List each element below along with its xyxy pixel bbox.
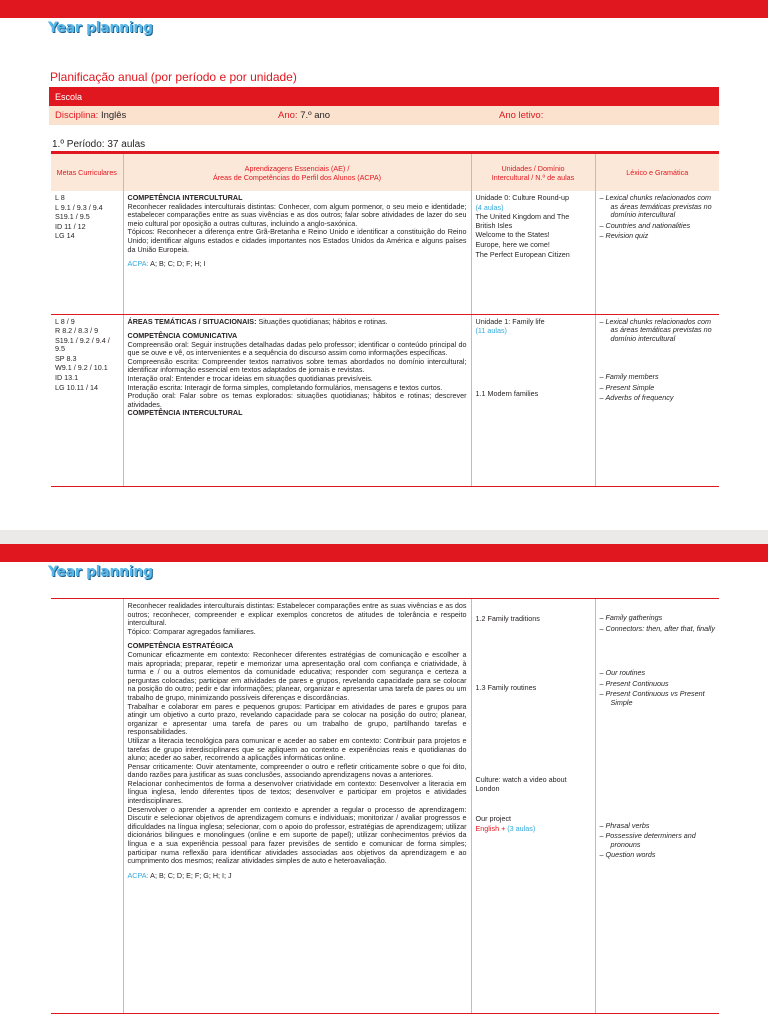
aprendizagens-cell	[123, 314, 471, 486]
unidades-cell	[471, 191, 595, 314]
top-band	[0, 0, 768, 18]
lexico-cell	[595, 191, 719, 314]
meta-item: LG 14	[55, 231, 75, 241]
header-metas: Metas Curriculares	[51, 154, 123, 191]
metas-cell	[51, 599, 123, 1013]
aprend-paragraph: Reconhecer realidades interculturais distintas: Estabelecer comparações entre as suas vivências e as dos outros; reconhecer, compreender e explicar exemplos concretos de atitudes de tolerância e respeito intercultural.	[127, 601, 467, 628]
unit-item: 1.3 Family routines	[475, 682, 537, 692]
aprend-paragraph: Reconhecer realidades interculturais distintas: Conhecer, com algum pormenor, o seu meio e identidade; estabelecer comparações entre as suas vivências e as dos outros; falar sobre atividades de lazer do seu meio cultural por oposição a outras culturas, incluindo a anglo-saxónica.	[127, 201, 467, 228]
escola-bar	[49, 87, 719, 106]
meta-item: ID 11 / 12	[55, 221, 86, 231]
aprend-paragraph: Comunicar eficazmente em contexto: Reconhecer diferentes estratégias de comunicação e escolher a mais apropriada; preparar, repetir e memorizar uma apresentação oral com confiança e criatividade, à turma e / ou a outros elementos da comunidade educativa; responder com segurança e certeza a perguntas colocadas; participar em atividades de pares e grupos, revelando capacidade para se colocar na posição do outro; pedir e dar informações; planear, organizar e apresentar uma tarefa de pares ou um trabalho de grupo, minimizando possíveis diferenças e discordâncias.	[127, 649, 467, 702]
aprend-paragraph: Interação oral: Entender e trocar ideias em situações quotidianas previsíveis.	[127, 374, 373, 384]
meta-item: L 9.1 / 9.3 / 9.4	[55, 202, 103, 212]
table-row	[51, 191, 719, 314]
lexico-item: – Possessive determiners and pronouns	[600, 832, 716, 849]
unidades-cell	[471, 314, 595, 486]
acpa-line	[128, 260, 467, 269]
aprend-paragraph: Compreensão escrita: Compreender textos narrativos sobre temas abordados no domínio intercultural; identificar informação essencial em textos adaptados de jornais e revistas.	[127, 356, 467, 375]
english-plus-line	[476, 825, 591, 834]
table-row	[51, 314, 719, 486]
acpa-label: ACPA:	[127, 870, 149, 880]
areas-label: ÁREAS TEMÁTICAS / SITUACIONAIS:	[127, 316, 257, 326]
acpa-label: ACPA:	[127, 259, 149, 269]
aprendizagens-cell	[123, 599, 471, 1013]
ano-label: Ano:	[278, 110, 298, 121]
aprend-paragraph: Desenvolver o aprender a aprender em contexto e aprender a regular o processo de aprendizagem: Discutir e selecionar objetivos de aprendizagem comuns e individuais; monitorizar / avaliar progressos e dificuldades na língua inglesa; selecionar, com o apoio do professor, estratégias de aprendizagem; utilizar dicionários bilingues e monolingues (online e em suporte de papel); utilizar conhecimentos prévios da língua e a sua experiência pessoal para fazer previsões de sentido e comunicar de forma simples; participar numa reflexão para identificar atividades associadas aos objetivos da aprendizagem e ao cumprimento dos mesmos; realizar atividades simples de auto e heteroavaliação.	[127, 804, 467, 866]
disciplina-label: Disciplina:	[55, 110, 99, 121]
competencia-title: COMPETÊNCIA COMUNICATIVA	[127, 331, 238, 341]
aprend-paragraph: Produção oral: Falar sobre os temas explorados: situações quotidianas; hábitos e rotinas; descrever atividades.	[127, 391, 467, 409]
document-title: Planificação anual (por período e por unidade)	[50, 70, 297, 84]
lexico-item: – Present Continuous	[600, 680, 716, 689]
lexico-item: – Adverbs of frequency	[600, 394, 716, 403]
meta-item: SP 8.3	[55, 353, 77, 363]
ano-field	[278, 110, 330, 121]
lexico-item: – Our routines	[600, 669, 716, 678]
lexico-item: – Lexical chunks relacionados com as áreas temáticas previstas no domínio intercultural	[600, 194, 716, 220]
unit-item: Culture: watch a video about London	[475, 775, 567, 793]
aprend-paragraph: Interação escrita: Interagir de forma simples, completando formulários, mensagens e textos curtos.	[127, 382, 443, 392]
unit-item: The Perfect European Citizen	[475, 249, 570, 259]
lexico-item: – Family members	[600, 373, 716, 382]
lexico-cell	[595, 599, 719, 1013]
aprend-paragraph: Relacionar conhecimentos de forma a desenvolver criatividade em contexto: Desenvolver a literacia em língua inglesa, lendo diferentes tipos de textos; desenvolver e participar em projetos e atividades interdisciplinares.	[127, 778, 467, 806]
disciplina-field	[55, 110, 126, 121]
planning-table-2	[51, 598, 719, 1014]
meta-item: S19.1 / 9.5	[55, 212, 90, 222]
year-planning-tag: Year planning	[48, 20, 153, 36]
meta-item: S19.1 / 9.2 / 9.4 / 9.5	[55, 335, 110, 354]
meta-item: L 8	[55, 193, 65, 202]
header-aprend-line2: Áreas de Competências do Perfil dos Alunos (ACPA)	[212, 172, 382, 182]
unidades-cell	[471, 599, 595, 1013]
areas-text: Situações quotidianas; hábitos e rotinas.	[258, 316, 388, 326]
page-2	[0, 544, 768, 1024]
header-lexico: Léxico e Gramática	[595, 154, 719, 191]
unit-item: 1.1 Modern families	[475, 388, 539, 398]
aprendizagens-cell	[123, 191, 471, 314]
aprend-paragraph: Pensar criticamente: Ouvir atentamente, compreender o outro e refletir criticamente sobre o que foi dito, dando razões para justificar as suas conclusões, associando aprendizagens novas a anteriores.	[127, 761, 467, 780]
english-plus-label: English +	[475, 823, 506, 833]
meta-item: L 8 / 9	[55, 316, 75, 326]
lexico-item: – Present Simple	[600, 384, 716, 393]
competencia-title: COMPETÊNCIA INTERCULTURAL	[127, 193, 243, 202]
unit-item: The United Kingdom and The British Isles	[475, 212, 570, 230]
header-unid-line2: Intercultural / N.º de aulas	[491, 172, 575, 182]
planning-table-1	[51, 151, 719, 487]
top-band	[0, 544, 768, 562]
meta-item: LG 10.11 / 14	[55, 382, 99, 392]
lexico-item: – Countries and nationalities	[600, 222, 716, 231]
unit-item: Europe, here we come!	[475, 239, 550, 249]
unit-aulas: (3 aulas)	[507, 823, 536, 833]
lexico-item: – Present Continuous vs Present Simple	[600, 690, 716, 707]
aprend-paragraph: Trabalhar e colaborar em pares e pequenos grupos: Participar em atividades de pares e grupos para atingir um objetivo a curto prazo, revelando capacidade para se colocar na posição do outro; planear, organizar e apresentar uma tarefa de pares ou um trabalho de grupo, partilhando tarefas e responsabilidades.	[127, 701, 467, 737]
lexico-cell	[595, 314, 719, 486]
unit-aulas: (4 aulas)	[475, 202, 504, 212]
lexico-item: – Connectors: then, after that, finally	[600, 625, 716, 634]
lexico-item: – Revision quiz	[600, 232, 716, 241]
periodo-heading: 1.º Período: 37 aulas	[52, 139, 146, 150]
lexico-item: – Family gatherings	[600, 614, 716, 623]
header-aprend-line1: Aprendizagens Essenciais (AE) /	[244, 163, 350, 173]
escola-label: Escola	[55, 92, 83, 102]
meta-item: ID 13.1	[55, 373, 79, 383]
page-gap	[0, 530, 768, 544]
unit-aulas: (11 aulas)	[475, 326, 507, 336]
disciplina-value: Inglês	[100, 110, 127, 121]
meta-item: W9.1 / 9.2 / 10.1	[55, 363, 108, 373]
acpa-line	[128, 872, 467, 881]
ano-letivo-label: Ano letivo:	[499, 110, 544, 121]
aprend-paragraph: Tópicos: Reconhecer a diferença entre Grã-Bretanha e Reino Unido e identificar a constituição do Reino Unido; identificar alguns estados e cidades importantes nos Estados Unidos da América e alguns países da União Europeia.	[127, 227, 467, 254]
year-planning-tag: Year planning	[48, 564, 153, 580]
unit-title: Unidade 0: Culture Round-up	[475, 193, 569, 202]
aprend-paragraph: Utilizar a literacia tecnológica para comunicar e aceder ao saber em contexto: Contribuir para projetos e tarefas de grupo interdisciplinares que se apliquem ao contexto e experiências reais e quotidianas do aluno; aceder ao saber, recorrendo a aplicações informáticas online.	[127, 735, 467, 763]
header-unid-line1: Unidades / Domínio	[501, 163, 565, 173]
lexico-item: – Lexical chunks relacionados com as áreas temáticas previstas no domínio intercultural	[600, 318, 716, 344]
info-bar	[49, 106, 719, 125]
metas-cell	[51, 314, 123, 486]
header-aprendizagens	[123, 154, 471, 191]
meta-item: R 8.2 / 8.3 / 9	[55, 326, 99, 336]
ano-value: 7.º ano	[300, 110, 331, 121]
acpa-value: A; B; C; D; E; F; G; H; I; J	[150, 870, 232, 880]
unit-item: Our project	[475, 814, 512, 824]
competencia-title: COMPETÊNCIA INTERCULTURAL	[127, 408, 243, 418]
aprend-paragraph: Compreensão oral: Seguir instruções detalhadas dadas pelo professor; identificar o conteúdo principal do que se ouve e vê, os intervenientes e a sequência do discurso assim como informações específicas.	[127, 339, 467, 358]
unit-title: Unidade 1: Family life	[475, 316, 545, 326]
areas-tematicas-line	[128, 318, 467, 327]
acpa-value: A; B; C; D; F; H; I	[150, 259, 206, 269]
metas-cell	[51, 191, 123, 314]
header-unidades	[471, 154, 595, 191]
competencia-title: COMPETÊNCIA ESTRATÉGICA	[127, 641, 234, 651]
table-row	[51, 599, 719, 1013]
unit-item: 1.2 Family traditions	[475, 614, 540, 623]
lexico-item: – Question words	[600, 851, 716, 860]
lexico-item: – Phrasal verbs	[600, 822, 716, 831]
unit-item: Welcome to the States!	[475, 230, 550, 240]
aprend-paragraph: Tópico: Comparar agregados familiares.	[127, 626, 256, 636]
